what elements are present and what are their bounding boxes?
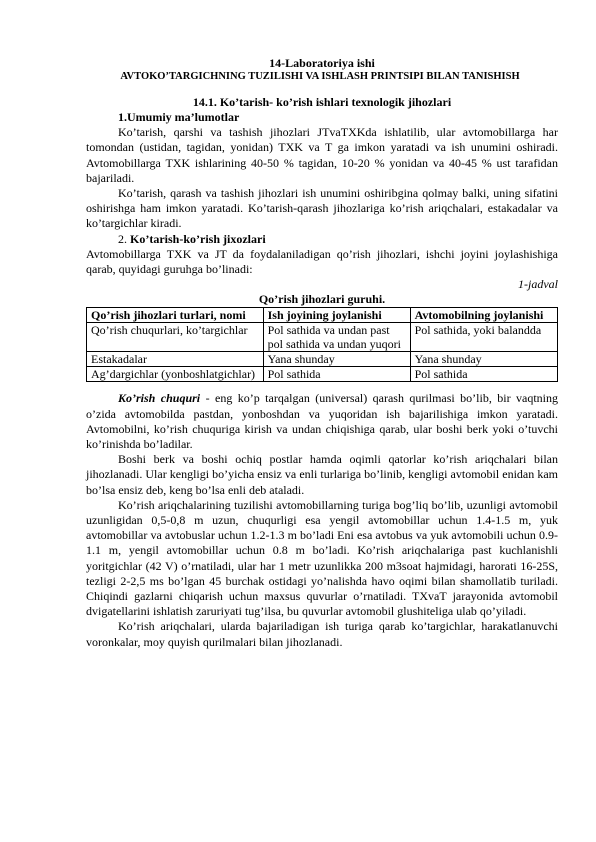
table-row — [87, 323, 558, 352]
paragraph-3: Avtomobillarga TXK va JT da foydalaniladigan qo’rish jihozlari, ishchi joyini joylashishiga qarab, quyidagi guruhga bo’linadi: — [86, 246, 558, 277]
table-header-row — [87, 308, 558, 323]
table-cell: Ag’dargichlar (yonboshlatgichlar) — [87, 367, 264, 382]
table-label: 1-jadval — [518, 277, 558, 292]
table-header-cell: Avtomobilning joylanishi — [410, 308, 557, 323]
section-title: 14.1. Ko’tarish- ko’rish ishlari texnologik jihozlari — [192, 95, 452, 109]
paragraph-5: Boshi berk va boshi ochiq postlar hamda oqimli qatorlar ko’rish ariqchalari bilan jihozlanadi. Ular kengligi bo’yicha ensiz va enli turlariga bo’linib, kengligi avtomobil enidan kam bo’lsa ensiz deb, keng bo’lsa enli deb ataladi. — [86, 452, 558, 497]
paragraph-6: Ko’rish ariqchalarining tuzilishi avtomobillarning turiga bog’liq bo’lib, uzunligi avtomobil uzunligidan 0,5-0,8 m uzun, chuqurligi esa yengil avtomobillar uchun 1.4-1.5 m, yuk avtomobillar va avtobuslar uchun 1.2-1.3 m bo’ladi Eni esa avtobus va yuk avtomobili uchun 0.9-1.1 m, yengil avtomobillar uchun 0.8 m bo’ladi. Ko’rish ariqchalariga past kuchlanishli yoritgichlar (42 V) o’rnatiladi, ular har 1 metr uzunlikka 200 m3soat hajmidagi, harorati 16-25S, tezligi 2-2,5 ms bo’lgan 45 burchak ostidagi yo’nalishda havo oqimi bilan shamollatib turiladi. Chiqindi gazlarni chiqarish uchun maxsus quvurlar o’rnatiladi. TXvaT jarayonida avtomobil dvigatellarini ishlatish zaruriyati tug’ilsa, bu quvurlar avtomobil glushiteliga ulab qo’yiladi. — [86, 497, 558, 619]
paragraph-7: Ko’rish ariqchalari, ularda bajariladigan ish turiga qarab ko’targichlar, harakatlanuvchi voronkalar, moy quyish qurilmalari bilan jihozlanadi. — [86, 619, 558, 649]
paragraph-4-text: - eng ko’p tarqalgan (universal) qarash qurilmasi bo’lib, bir vaqtning o’zida avtomobilda pastdan, yonboshdan va yuqoridan ish bajarilishiga imkon yaratadi. Avtomobilni, ko’rish chuquriga kirish va undan chiqishiga qarab, ular boshi berk yoki o’tuvchi ko’rinishda bo’ladilar. — [86, 391, 559, 452]
subsection-number: 2. — [118, 231, 130, 246]
table-cell: Pol sathida — [263, 367, 410, 382]
table-cell: Yana shunday — [410, 352, 557, 367]
lab-title: 14-Laboratoriya ishi — [269, 56, 375, 70]
document-page — [86, 56, 558, 650]
term-inspection-pit: Ko’rish chuquri — [118, 391, 201, 406]
table-cell: Estakadalar — [87, 352, 264, 367]
table-cell: Yana shunday — [263, 352, 410, 367]
table-cell: Pol sathida va undan past pol sathida va undan yuqori — [263, 323, 410, 352]
subsection-equipment — [86, 232, 558, 247]
table-caption: Qo’rish jihozlari guruhi. — [258, 292, 386, 307]
table-header-cell: Ish joyining joylanishi — [263, 308, 410, 323]
table-row — [87, 367, 558, 382]
table-cell: Pol sathida — [410, 367, 557, 382]
table-cell: Qo’rish chuqurlari, ko’targichlar — [87, 323, 264, 352]
equipment-table — [86, 307, 558, 382]
table-cell: Pol sathida, yoki balandda — [410, 323, 557, 352]
subsection-general: 1.Umumiy ma’lumotlar — [118, 110, 240, 124]
paragraph-1: Ko’tarish, qarshi va tashish jihozlari JTvaTXKda ishlatilib, ular avtomobillarga har tomondan (ustidan, tagidan, yonidan) TXK va T ga imkon yaratadi va ish unumini oshiradi. Avtomobillarga TXK ishlarining 40-50 % tagidan, 10-20 % yonidan va 40-45 % ust tarafidan bajariladi. — [86, 125, 558, 185]
table-row — [87, 352, 558, 367]
subsection-equipment-title: Ko’tarish-ko’rish jixozlari — [130, 231, 266, 246]
paragraph-4 — [86, 391, 558, 452]
table-header-cell: Qo’rish jihozlari turlari, nomi — [87, 308, 264, 323]
lab-subtitle: AVTOKO’TARGICHNING TUZILISHI VA ISHLASH PRINTSIPI BILAN TANISHISH — [120, 71, 520, 82]
paragraph-2: Ko’tarish, qarash va tashish jihozlari ish unumini oshiribgina qolmay balki, uning sifatini oshirishga ham imkon yaratadi. Ko’tarish-qarash jihozlariga ko’rish ariqchalari, estakadalar va ko’targichlar kiradi. — [86, 186, 558, 231]
